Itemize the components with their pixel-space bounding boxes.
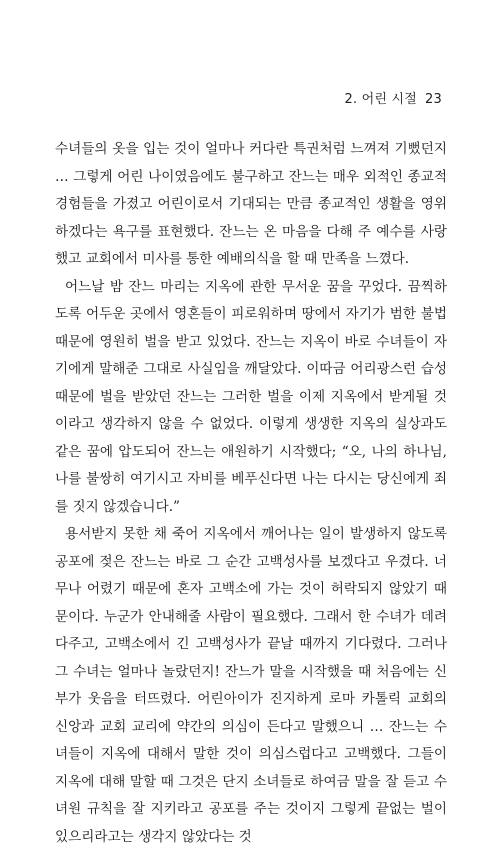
- body-text: [55, 136, 447, 851]
- paragraph: 용서받지 못한 채 죽어 지옥에서 깨어나는 일이 발생하지 않도록 공포에 젖은 잔느는 바로 그 순간 고백성사를 보겠다고 우겼다. 너무나 어렸기 때문에 혼자 고백소에 가는 것이 허락되지 않았기 때문이다. 누군가 안내해줄 사람이 필요했다. 그래서 한 수녀가 데려다주고, 고백소에서 긴 고백성사가 끝날 때까지 기다렸다. 그러나 그 수녀는 얼마나 놀랐던지! 잔느가 말을 시작했을 때 처음에는 신부가 웃음을 터뜨렸다. 어린아이가 진지하게 로마 카톨릭 교회의 신앙과 교회 교리에 약간의 의심이 든다고 말했으니 … 잔느는 수녀들이 지옥에 대해서 말한 것이 의심스럽다고 고백했다. 그들이 지옥에 대해 말할 때 그것은 단지 소녀들로 하여금 말을 잘 듣고 수녀원 규칙을 잘 지키라고 공포를 주는 것이지 그렇게 끝없는 벌이 있으리라고는 생각지 않았다는 것: [55, 526, 447, 845]
- running-header: [345, 88, 442, 107]
- paragraph: 수녀들의 옷을 입는 것이 얼마나 커다란 특권처럼 느껴져 기뻤던지 … 그렇게 어린 나이였음에도 불구하고 잔느는 매우 외적인 종교적 경험들을 가졌고 어린이로서 기대되는 만큼 종교적인 생활을 영위하겠다는 욕구를 표현했다. 잔느는 온 마음을 다해 주 예수를 사랑했고 교회에서 미사를 통한 예배의식을 할 때 만족을 느꼈다.: [55, 141, 447, 267]
- chapter-title: 2. 어린 시절: [344, 92, 418, 107]
- page-number: 23: [425, 92, 442, 107]
- paragraph: 어느날 밤 잔느 마리는 지옥에 관한 무서운 꿈을 꾸었다. 끔찍하도록 어두운 곳에서 영혼들이 피로워하며 땅에서 자기가 범한 불법 때문에 영원히 벌을 받고 있었다. 잔느는 지옥이 바로 수녀들이 자기에게 말해준 그대로 사실임을 깨달았다. 이따금 어리광스런 습성 때문에 벌을 받았던 잔느는 그러한 벌을 이제 지옥에서 받게될 것이라고 생각하지 않을 수 없었다. 이렇게 생생한 지옥의 실상과도 같은 꿈에 압도되어 잔느는 애원하기 시작했다; “오, 나의 하나님, 나를 불쌍히 여기시고 자비를 베푸신다면 나는 다시는 당신에게 죄를 짓지 않겠습니다.”: [55, 278, 447, 515]
